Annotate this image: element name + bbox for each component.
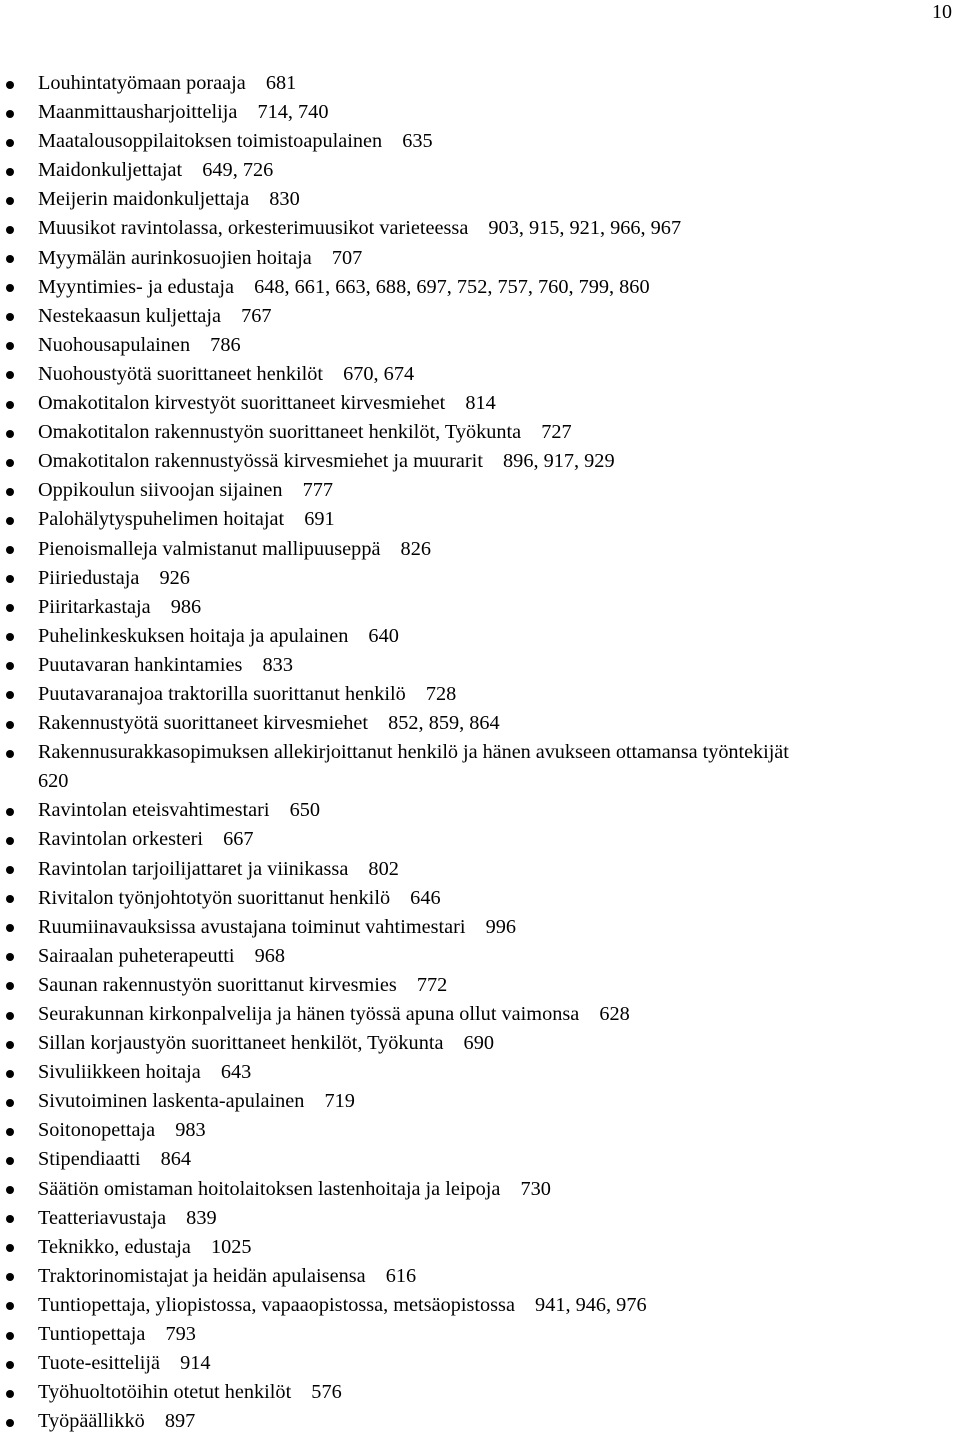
bullet-icon	[6, 924, 14, 932]
entry-term: Puhelinkeskuksen hoitaja ja apulainen	[38, 624, 349, 647]
entry-term: Myymälän aurinkosuojien hoitaja	[38, 246, 312, 269]
bullet-icon	[6, 604, 14, 612]
entry-pages: 714, 740	[257, 101, 329, 124]
index-list	[0, 69, 960, 1436]
index-entry	[0, 98, 960, 127]
bullet-icon	[6, 1244, 14, 1252]
bullet-icon	[6, 691, 14, 699]
index-entry	[0, 884, 960, 913]
entry-pages: 620	[38, 770, 69, 793]
entry-term: Pienoismalleja valmistanut mallipuuseppä	[38, 537, 381, 560]
entry-term: Louhintatyömaan poraaja	[38, 72, 246, 94]
index-entry	[0, 1000, 960, 1029]
entry-term: Puutavaranajoa traktorilla suorittanut henkilö	[38, 682, 406, 705]
bullet-icon	[6, 895, 14, 903]
entry-pages: 802	[368, 857, 399, 880]
bullet-icon	[6, 837, 14, 845]
entry-pages: 833	[262, 653, 293, 676]
entry-term: Rakennusurakkasopimuksen allekirjoittanut henkilö ja hänen avukseen ottamansa työntekijät	[38, 741, 789, 764]
entry-term: Omakotitalon rakennustyössä kirvesmiehet ja muurarit	[38, 450, 483, 473]
index-entry	[0, 971, 960, 1000]
bullet-icon	[6, 575, 14, 583]
entry-term: Stipendiaatti	[38, 1148, 141, 1171]
index-entry	[0, 1087, 960, 1116]
entry-pages: 852, 859, 864	[388, 712, 500, 735]
entry-pages: 646	[410, 886, 441, 909]
index-entry	[0, 622, 960, 651]
entry-pages: 897	[164, 1410, 196, 1433]
index-entry	[0, 447, 960, 476]
entry-term: Ravintolan tarjoilijattaret ja viinikassa	[38, 857, 349, 880]
entry-term: Palohälytyspuhelimen hoitajat	[38, 508, 285, 531]
bullet-icon	[6, 953, 14, 961]
entry-pages: 983	[175, 1119, 206, 1142]
index-entry	[0, 651, 960, 680]
entry-pages: 896, 917, 929	[503, 450, 615, 473]
bullet-icon	[6, 1361, 14, 1369]
bullet-icon	[6, 1302, 14, 1310]
index-entry	[0, 505, 960, 534]
bullet-icon	[6, 633, 14, 641]
index-entry	[0, 244, 960, 273]
entry-pages: 926	[159, 566, 190, 589]
entry-pages: 864	[160, 1148, 192, 1171]
bullet-icon	[6, 371, 14, 379]
entry-pages: 681	[265, 72, 297, 94]
entry-pages: 986	[170, 595, 202, 618]
entry-term: Maanmittausharjoittelija	[38, 101, 238, 124]
bullet-icon	[6, 459, 14, 467]
page-number: 10	[932, 1, 952, 23]
index-entry	[0, 1320, 960, 1349]
entry-pages: 727	[541, 421, 572, 444]
bullet-icon	[6, 342, 14, 350]
index-entry	[0, 1378, 960, 1407]
bullet-icon	[6, 313, 14, 321]
bullet-icon	[6, 401, 14, 409]
bullet-icon	[6, 1157, 14, 1165]
entry-pages: 648, 661, 663, 688, 697, 752, 757, 760, 799, 860	[254, 275, 650, 298]
entry-term: Teatteriavustaja	[38, 1206, 167, 1229]
bullet-icon	[6, 110, 14, 118]
entry-pages: 635	[402, 130, 433, 153]
index-entry	[0, 1349, 960, 1378]
bullet-icon	[6, 1273, 14, 1281]
bullet-icon	[6, 1099, 14, 1107]
entry-term: Omakotitalon rakennustyön suorittaneet henkilöt, Työkunta	[38, 421, 522, 444]
entry-pages: 576	[311, 1381, 342, 1404]
bullet-icon	[6, 226, 14, 234]
index-entry	[0, 1029, 960, 1058]
bullet-icon	[6, 197, 14, 205]
entry-pages: 767	[241, 304, 272, 327]
bullet-icon	[6, 1186, 14, 1194]
bullet-icon	[6, 721, 14, 729]
entry-pages: 643	[220, 1061, 252, 1084]
index-entry	[0, 1291, 960, 1320]
entry-term: Puutavaran hankintamies	[38, 653, 243, 676]
entry-term: Tuote-esittelijä	[38, 1352, 161, 1375]
bullet-icon	[6, 517, 14, 525]
entry-pages: 793	[165, 1323, 196, 1346]
entry-pages: 826	[400, 537, 431, 560]
entry-term: Sillan korjaustyön suorittaneet henkilöt, Työkunta	[38, 1032, 444, 1055]
entry-term: Sairaalan puheterapeutti	[38, 944, 235, 967]
entry-pages: 616	[385, 1264, 417, 1287]
entry-pages: 707	[331, 246, 363, 269]
bullet-icon	[6, 1012, 14, 1020]
index-entry	[0, 1233, 960, 1262]
index-entry	[0, 593, 960, 622]
index-entry	[0, 1145, 960, 1174]
entry-pages: 968	[254, 944, 286, 967]
entry-pages: 1025	[210, 1235, 252, 1258]
entry-pages: 730	[520, 1177, 551, 1200]
index-entry	[0, 535, 960, 564]
entry-term: Rivitalon työnjohtotyön suorittanut henkilö	[38, 886, 391, 909]
entry-term: Maidonkuljettajat	[38, 159, 183, 182]
entry-pages: 772	[416, 973, 448, 996]
bullet-icon	[6, 662, 14, 670]
entry-pages: 830	[269, 188, 300, 211]
bullet-icon	[6, 284, 14, 292]
bullet-icon	[6, 168, 14, 176]
index-entry	[0, 389, 960, 418]
index-entry	[0, 1262, 960, 1291]
entry-term: Ruumiinavauksissa avustajana toiminut vahtimestari	[38, 915, 466, 938]
index-entry	[0, 738, 960, 796]
index-entry	[0, 360, 960, 389]
bullet-icon	[6, 808, 14, 816]
index-entry	[0, 913, 960, 942]
entry-pages: 914	[180, 1352, 211, 1375]
entry-pages: 690	[463, 1032, 494, 1055]
index-entry	[0, 1204, 960, 1233]
entry-term: Seurakunnan kirkonpalvelija ja hänen työssä apuna ollut vaimonsa	[38, 1003, 580, 1025]
bullet-icon	[6, 1070, 14, 1078]
index-entry	[0, 680, 960, 709]
entry-pages: 670, 674	[343, 362, 415, 385]
entry-term: Nestekaasun kuljettaja	[38, 304, 222, 327]
entry-pages: 640	[368, 624, 399, 647]
bullet-icon	[6, 81, 14, 89]
entry-term: Meijerin maidonkuljettaja	[38, 188, 250, 211]
index-entry	[0, 214, 960, 243]
bullet-icon	[6, 255, 14, 263]
bullet-icon	[6, 1128, 14, 1136]
index-entry	[0, 302, 960, 331]
entry-pages: 814	[465, 392, 496, 415]
bullet-icon	[6, 750, 14, 758]
entry-pages: 786	[210, 333, 241, 356]
bullet-icon	[6, 1041, 14, 1049]
entry-pages: 650	[289, 799, 320, 822]
entry-term: Teknikko, edustaja	[38, 1235, 191, 1258]
index-entry	[0, 273, 960, 302]
index-entry	[0, 564, 960, 593]
entry-pages: 691	[304, 508, 335, 531]
entry-term: Nuohousapulainen	[38, 333, 191, 356]
index-entry	[0, 156, 960, 185]
bullet-icon	[6, 1332, 14, 1340]
entry-pages: 839	[186, 1206, 217, 1229]
entry-term: Tuntiopettaja, yliopistossa, vapaaopistossa, metsäopistossa	[38, 1293, 515, 1316]
bullet-icon	[6, 139, 14, 147]
entry-pages: 728	[425, 682, 457, 705]
entry-term: Omakotitalon kirvestyöt suorittaneet kirvesmiehet	[38, 392, 446, 415]
index-entry	[0, 1058, 960, 1087]
bullet-icon	[6, 546, 14, 554]
entry-term: Työpäällikkö	[38, 1410, 145, 1433]
entry-term: Myyntimies- ja edustaja	[38, 275, 235, 298]
entry-term: Sivutoiminen laskenta-apulainen	[38, 1090, 305, 1113]
entry-pages: 777	[302, 479, 333, 502]
bullet-icon	[6, 430, 14, 438]
entry-term: Piiriedustaja	[38, 566, 140, 589]
index-entry	[0, 476, 960, 505]
entry-term: Rakennustyötä suorittaneet kirvesmiehet	[38, 712, 369, 735]
entry-pages: 628	[599, 1003, 630, 1025]
entry-term: Maatalousoppilaitoksen toimistoapulainen	[38, 130, 383, 153]
bullet-icon	[6, 982, 14, 990]
index-entry	[0, 69, 960, 98]
entry-term: Soitonopettaja	[38, 1119, 156, 1142]
entry-term: Ravintolan eteisvahtimestari	[38, 799, 270, 822]
bullet-icon	[6, 488, 14, 496]
index-entry	[0, 331, 960, 360]
index-entry	[0, 1407, 960, 1436]
entry-pages: 996	[485, 915, 517, 938]
index-entry	[0, 127, 960, 156]
entry-pages: 903, 915, 921, 966, 967	[488, 217, 682, 240]
entry-term: Sivuliikkeen hoitaja	[38, 1061, 201, 1084]
entry-term: Tuntiopettaja	[38, 1323, 146, 1346]
entry-term: Nuohoustyötä suorittaneet henkilöt	[38, 362, 324, 385]
index-entry	[0, 855, 960, 884]
index-entry	[0, 796, 960, 825]
entry-term: Työhuoltotöihin otetut henkilöt	[38, 1381, 292, 1404]
entry-pages: 649, 726	[202, 159, 274, 182]
entry-term: Muusikot ravintolassa, orkesterimuusikot varieteessa	[38, 217, 469, 240]
bullet-icon	[6, 1215, 14, 1223]
entry-term: Saunan rakennustyön suorittanut kirvesmies	[38, 973, 397, 996]
entry-term: Traktorinomistajat ja heidän apulaisensa	[38, 1264, 366, 1287]
index-entry	[0, 418, 960, 447]
bullet-icon	[6, 866, 14, 874]
entry-pages: 719	[324, 1090, 355, 1113]
bullet-icon	[6, 1390, 14, 1398]
entry-term: Säätiön omistaman hoitolaitoksen lastenhoitaja ja leipoja	[38, 1177, 501, 1200]
index-entry	[0, 1116, 960, 1145]
entry-pages: 667	[223, 828, 254, 851]
entry-term: Oppikoulun siivoojan sijainen	[38, 479, 283, 502]
entry-term: Piiritarkastaja	[38, 595, 151, 618]
index-entry	[0, 1175, 960, 1204]
bullet-icon	[6, 1419, 14, 1427]
index-entry	[0, 709, 960, 738]
index-entry	[0, 185, 960, 214]
index-entry	[0, 942, 960, 971]
entry-term: Ravintolan orkesteri	[38, 828, 204, 851]
index-entry	[0, 825, 960, 854]
entry-pages: 941, 946, 976	[535, 1293, 647, 1316]
